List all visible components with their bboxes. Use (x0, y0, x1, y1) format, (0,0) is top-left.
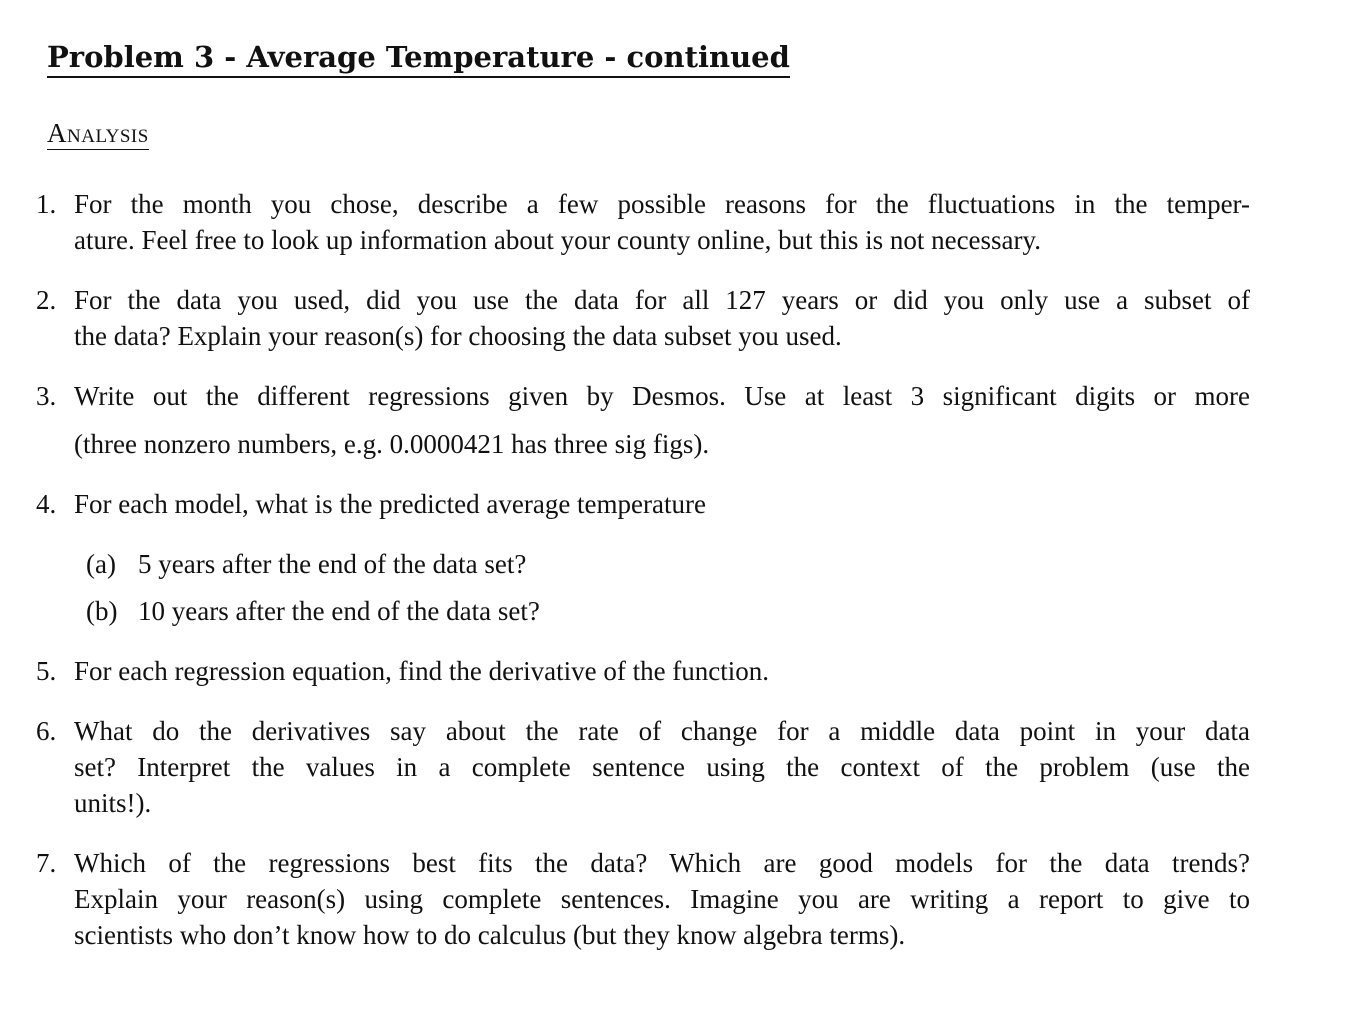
list-item (36, 845, 1250, 953)
list-item (36, 713, 1250, 821)
list-item (36, 378, 1250, 462)
item-number: 7. (36, 848, 57, 878)
item-text-line: Explain your reason(s) using complete sentences. Imagine you are writing a report to give to (74, 884, 1250, 914)
item-number: 3. (36, 381, 57, 411)
sub-item-text: 5 years after the end of the data set? (138, 549, 527, 579)
list-item (36, 653, 1250, 689)
item-text-line: ature. Feel free to look up information about your county online, but this is not necessary. (74, 225, 1042, 255)
item-text-line: units!). (74, 788, 152, 818)
item-number: 1. (36, 189, 57, 219)
item-number: 2. (36, 285, 57, 315)
item-text-line: For the data you used, did you use the data for all 127 years or did you only use a subset of (74, 285, 1250, 315)
sub-item (86, 593, 540, 629)
list-item (36, 486, 1250, 522)
item-number: 5. (36, 656, 57, 686)
problem-title: Problem 3 - Average Temperature - continued (47, 38, 790, 78)
sub-item (86, 546, 526, 582)
item-text-line: Write out the different regressions given by Desmos. Use at least 3 significant digits or more (74, 381, 1250, 411)
list-item (36, 186, 1250, 258)
sub-item-text: 10 years after the end of the data set? (138, 596, 540, 626)
item-text-line: the data? Explain your reason(s) for choosing the data subset you used. (74, 321, 842, 351)
sub-item-label: (a) (86, 549, 116, 579)
item-text-line: What do the derivatives say about the rate of change for a middle data point in your data (74, 716, 1250, 746)
item-text-line: Which of the regressions best fits the data? Which are good models for the data trends? (74, 848, 1250, 878)
item-text-line: set? Interpret the values in a complete sentence using the context of the problem (use the (74, 752, 1250, 782)
item-text-line: scientists who don’t know how to do calculus (but they know algebra terms). (74, 920, 906, 950)
item-text-line: (three nonzero numbers, e.g. 0.0000421 has three sig figs). (74, 429, 710, 459)
item-text-line: For each regression equation, find the derivative of the function. (74, 656, 770, 686)
list-item (36, 282, 1250, 354)
item-number: 4. (36, 489, 57, 519)
item-text-line: For each model, what is the predicted average temperature (74, 489, 706, 519)
item-number: 6. (36, 716, 57, 746)
sub-item-label: (b) (86, 596, 118, 626)
section-heading: Analysis (47, 118, 149, 148)
item-text-line: For the month you chose, describe a few possible reasons for the fluctuations in the temper- (74, 189, 1250, 219)
